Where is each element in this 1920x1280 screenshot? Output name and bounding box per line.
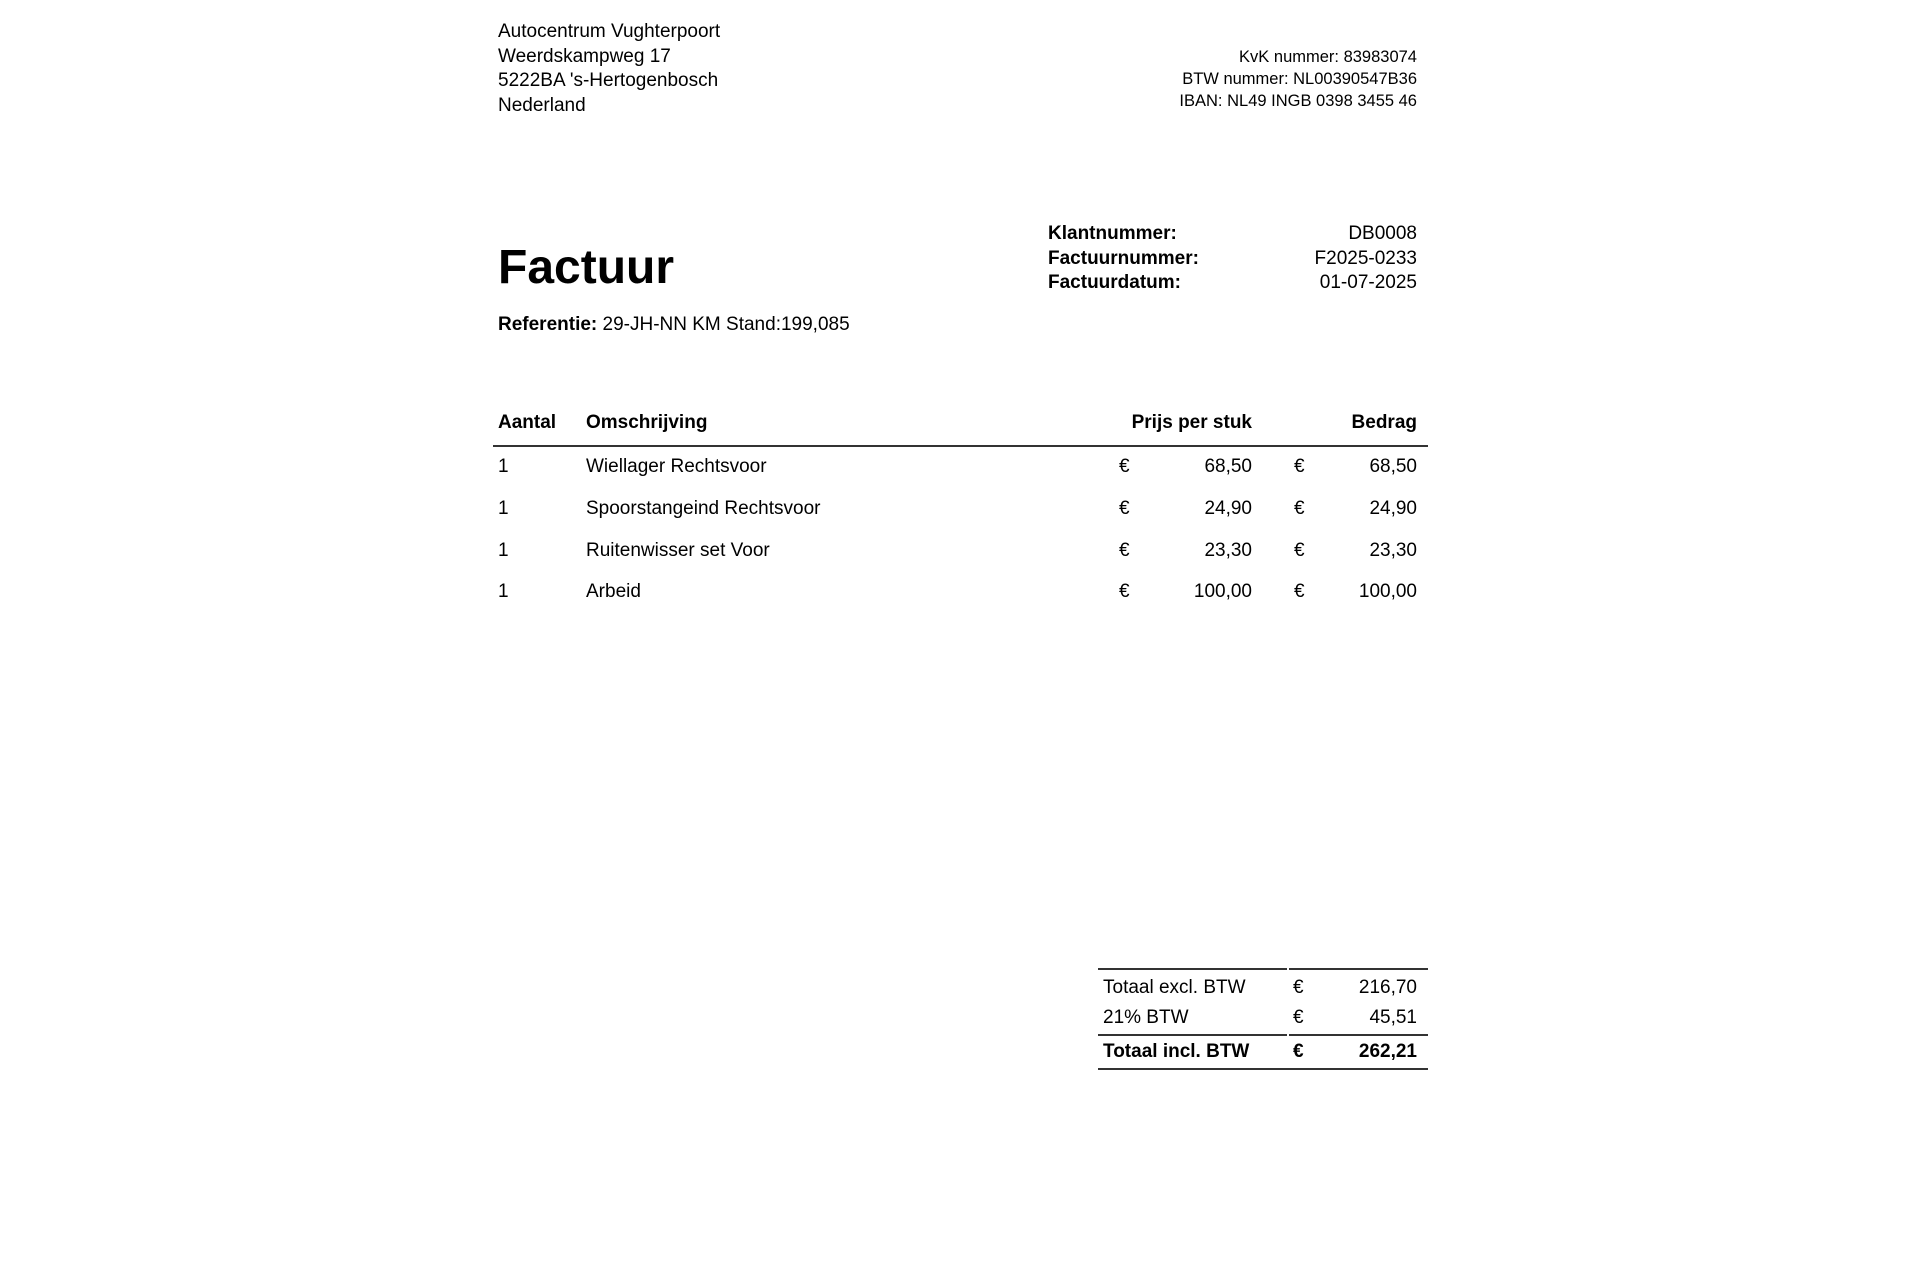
meta-value: 01-07-2025 [1319, 272, 1417, 293]
meta-row-customer-number [1048, 222, 1417, 247]
row-unit-price: 68,50 [1204, 456, 1252, 477]
row-price-currency: € [1119, 581, 1130, 602]
meta-row-invoice-date [1048, 271, 1417, 296]
total-incl-label: Totaal incl. BTW [1103, 1041, 1250, 1062]
sender-address [498, 20, 720, 118]
items-table-header [493, 407, 1428, 447]
header-unit-price: Prijs per stuk [1131, 412, 1252, 433]
row-qty: 1 [498, 498, 509, 519]
table-row [493, 456, 1428, 486]
company-details [1179, 46, 1417, 112]
invoice-reference [498, 313, 850, 337]
header-amount: Bedrag [1351, 412, 1417, 433]
reference-label: Referentie: [498, 314, 598, 335]
row-amount: 68,50 [1369, 456, 1417, 477]
vat-value: 45,51 [1369, 1007, 1417, 1028]
header-description: Omschrijving [586, 412, 708, 433]
row-qty: 1 [498, 581, 509, 602]
row-description: Spoorstangeind Rechtsvoor [586, 498, 821, 519]
row-qty: 1 [498, 540, 509, 561]
row-description: Arbeid [586, 581, 641, 602]
header-qty: Aantal [498, 412, 557, 433]
total-incl-value: 262,21 [1358, 1041, 1417, 1062]
row-price-currency: € [1119, 498, 1130, 519]
total-excl-label: Totaal excl. BTW [1103, 977, 1246, 998]
kvk-number: KvK nummer: 83983074 [1239, 48, 1417, 66]
row-amount-currency: € [1294, 456, 1305, 477]
row-amount-currency: € [1294, 581, 1305, 602]
meta-value: DB0008 [1348, 223, 1417, 244]
sender-country: Nederland [498, 94, 586, 116]
table-row [493, 581, 1428, 611]
row-price-currency: € [1119, 456, 1130, 477]
table-row [493, 540, 1428, 570]
meta-label: Factuurnummer: [1048, 247, 1199, 269]
row-amount-currency: € [1294, 498, 1305, 519]
row-amount-currency: € [1294, 540, 1305, 561]
btw-number: BTW nummer: NL00390547B36 [1182, 70, 1417, 88]
vat-row [1098, 1007, 1428, 1037]
meta-label: Factuurdatum: [1048, 272, 1181, 293]
totals-column-gap [1287, 968, 1289, 1068]
totals-separator [1098, 1034, 1428, 1036]
total-excl-currency: € [1293, 977, 1304, 998]
row-qty: 1 [498, 456, 509, 477]
sender-name: Autocentrum Vughterpoort [498, 21, 721, 42]
row-price-currency: € [1119, 540, 1130, 561]
vat-currency: € [1293, 1007, 1304, 1028]
meta-value: F2025-0233 [1314, 247, 1417, 269]
meta-label: Klantnummer: [1048, 223, 1177, 244]
row-amount: 24,90 [1369, 498, 1417, 519]
row-unit-price: 100,00 [1193, 581, 1252, 602]
total-incl-currency: € [1293, 1041, 1304, 1062]
row-amount: 100,00 [1358, 581, 1417, 602]
reference-value: 29-JH-NN KM Stand:199,085 [602, 314, 850, 335]
row-description: Wiellager Rechtsvoor [586, 456, 767, 477]
meta-row-invoice-number [1048, 247, 1417, 272]
total-incl-row [1098, 1041, 1428, 1071]
sender-street: Weerdskampweg 17 [498, 45, 671, 67]
row-unit-price: 24,90 [1204, 498, 1252, 519]
iban-number: IBAN: NL49 INGB 0398 3455 46 [1179, 92, 1417, 110]
total-excl-value: 216,70 [1358, 977, 1417, 998]
row-description: Ruitenwisser set Voor [586, 540, 770, 561]
vat-label: 21% BTW [1103, 1007, 1189, 1028]
sender-postal-city: 5222BA 's-Hertogenbosch [498, 70, 719, 91]
invoice-title: Factuur [498, 241, 675, 294]
row-amount: 23,30 [1369, 540, 1417, 561]
row-unit-price: 23,30 [1204, 540, 1252, 561]
table-row [493, 498, 1428, 528]
invoice-meta [1048, 222, 1417, 296]
totals-bottom-rule [1098, 1068, 1428, 1070]
total-excl-row [1098, 977, 1428, 1007]
totals-top-rule [1098, 968, 1428, 970]
